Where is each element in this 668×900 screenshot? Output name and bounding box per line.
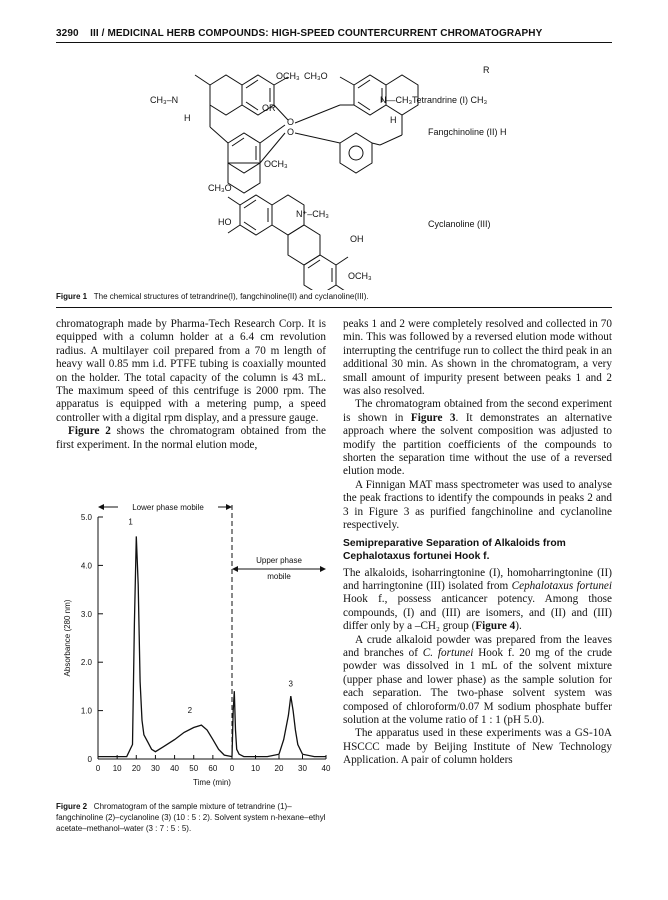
x-tick-label: 0	[95, 764, 101, 773]
label-ch3-n-left: CH₃–N	[150, 95, 179, 105]
trace-lower-phase	[98, 536, 232, 756]
right-para-4	[343, 567, 612, 634]
fig2-ref: Figure 2	[68, 425, 111, 438]
peak-label-2: 2	[187, 706, 193, 716]
right-para-5c: Hook f. 20 mg of the crude powder was dissolved in 1 mL of the solvent mixture (upper phase and lower phase) as the sample solution for each separation. The two-phase solvent system was composed of chloroform/0.07 M sodium phosphate buffer solution at the volume ratio of 1 : 1 (pH 5.0).	[343, 646, 613, 726]
right-column	[343, 318, 612, 768]
label-o-top: O	[287, 117, 295, 127]
label-fangchinoline: Fangchinoline (II) H	[428, 127, 507, 137]
y-axis-label: Absorbance (280 nm)	[63, 599, 72, 677]
label-ho: HO	[218, 217, 232, 227]
lower-phase-arrowhead-right	[226, 504, 232, 510]
label-och3-a: OCH₃	[276, 71, 300, 81]
lower-phase-label: Lower phase mobile	[132, 503, 204, 512]
ring-lower-right	[340, 133, 372, 173]
species-name: Cephalotaxus fortunei	[511, 579, 612, 592]
chemical-structures	[140, 55, 560, 290]
ring-lower-left	[228, 133, 260, 173]
label-ch3o-c: CH₃O	[208, 183, 232, 193]
label-och3-c: OCH₃	[348, 271, 372, 281]
label-h-left: H	[184, 113, 191, 123]
section-heading: Semipreparative Separation of Alkaloids from Cephalotaxus fortunei Hook f.	[343, 537, 566, 562]
y-tick-label: 1.0	[80, 706, 92, 716]
right-para-6: The apparatus used in these experiments was a GS-10A HSCCC made by Beijing Institute of New Technology Application. A pair of column holders	[343, 727, 612, 767]
y-tick-label: 2.0	[80, 658, 92, 668]
ring-left-piperidine	[210, 75, 242, 115]
y-tick-label: 5.0	[80, 513, 92, 522]
left-para-2	[56, 425, 326, 452]
fig3-ref: Figure 3	[410, 411, 456, 424]
fig4-ref: Figure 4	[475, 620, 516, 633]
right-para-2c: . It demonstrates an alternative approach where the solvent composition was adjusted to modify the partition coefficients of the compounds to shorten the separation time without the use of a reversed elution mode.	[343, 411, 612, 478]
x-tick-label: 0	[229, 764, 235, 773]
right-para-4a: The alkaloids, isoharringtonine (I), homoharringtonine (II) and harringtonine (III) isolated from	[343, 566, 612, 592]
label-n-ch3-right: N—CH₃	[380, 95, 413, 105]
x-tick-label: 40	[321, 764, 331, 773]
figure1-caption	[56, 292, 612, 301]
figure2-chromatogram	[56, 497, 331, 795]
upper-phase-label-2: mobile	[267, 572, 291, 581]
running-header	[56, 28, 612, 39]
label-oh: OH	[350, 234, 364, 244]
left-para-2-text: shows the chromatogram obtained from the first experiment. In the normal elution mode,	[56, 425, 326, 451]
page-number: 3290	[56, 28, 79, 39]
species-abbrev: C. fortunei	[422, 646, 474, 659]
x-tick-label: 10	[251, 764, 260, 773]
label-ch3o-a: CH₃O	[304, 71, 328, 81]
y-tick-label: 0	[87, 755, 92, 764]
ring-lower-left-base	[228, 163, 260, 193]
upper-phase-arrowhead-right	[320, 566, 326, 572]
label-cyclanoline: Cyclanoline (III)	[428, 219, 491, 229]
figure2-label: Figure 2	[56, 802, 88, 811]
figure2-caption	[56, 801, 328, 834]
figure1-rule	[56, 307, 612, 308]
ring-cyclanoline-a	[240, 195, 272, 235]
y-tick-label: 3.0	[80, 609, 92, 619]
peak-label-3: 3	[288, 679, 293, 689]
x-tick-label: 30	[150, 764, 160, 773]
right-para-4c: Hook f., possess anticancer potency. Among those compounds, (I) and (III) are isomers, and (II) and (III) differ only by a –CH₂ group (	[343, 593, 612, 633]
label-or: OR	[262, 103, 276, 113]
trace-upper-phase	[232, 691, 326, 756]
label-o-bottom: O	[287, 127, 295, 137]
left-column	[56, 318, 326, 452]
running-title: III / MEDICINAL HERB COMPOUNDS: HIGH-SPEED COUNTERCURRENT CHROMATOGRAPHY	[90, 28, 543, 39]
lower-phase-arrowhead-left	[98, 504, 104, 510]
figure2-caption-text: Chromatogram of the sample mixture of tetrandrine (1)–fangchinoline (2)–cyclanoline (3) (10 : 5 : 2). Solvent system n-hexane–ethyl acetate–methanol–water (3 : 7 : 5 : 5).	[56, 802, 326, 833]
figure1-label: Figure 1	[56, 292, 88, 301]
peak-label-1: 1	[128, 517, 133, 527]
right-para-5	[343, 634, 612, 728]
label-och3-b: OCH₃	[264, 159, 288, 169]
right-para-2a: The chromatogram obtained from the second experiment is shown in	[343, 398, 612, 424]
x-tick-label: 10	[112, 764, 122, 773]
x-axis-label: Time (min)	[193, 778, 231, 787]
x-tick-label: 40	[170, 764, 180, 773]
label-tetrandrine: Tetrandrine (I) CH₃	[412, 95, 488, 105]
header-rule	[56, 42, 612, 43]
x-tick-label: 20	[274, 764, 284, 773]
right-para-2	[343, 398, 612, 478]
figure1-caption-text: The chemical structures of tetrandrine(I), fangchinoline(II) and cyclanoline(III).	[93, 292, 369, 301]
left-para-1: chromatograph made by Pharma-Tech Research Corp. It is equipped with a column holder at a 6.4 cm revolution radius. A multilayer coil prepared from a 70 m length of heavy wall 0.85 mm i.d. PTFE tubing is coaxially mounted on the holder. The total capacity of the column is 43 mL. The maximum speed of this centrifuge is 2000 rpm. The apparatus is equipped with a metering pump, a speed controller with a digital rpm display, and a pressure gauge.	[56, 318, 326, 424]
right-para-5a: A crude alkaloid powder was prepared from the leaves and branches of	[343, 633, 612, 659]
x-tick-label: 30	[298, 764, 307, 773]
upper-phase-arrowhead-left	[232, 566, 238, 572]
y-tick-label: 4.0	[80, 561, 92, 571]
ring-cyclanoline-c	[288, 225, 320, 265]
right-para-3: A Finnigan MAT mass spectrometer was used to analyse the peak fractions to identify the compounds in peaks 2 and 3 in Figure 3 as purified fangchinoline and cyclanoline respectively.	[343, 478, 612, 532]
right-para-1: peaks 1 and 2 were completely resolved and collected in 70 min. This was followed by a reversed elution mode without interrupting the centrifuge run to collect the third peak in an additional 30 min. As shown in the chromatogram, a very small amount of impurity present between peaks 1 and 2 was also resolved.	[343, 318, 612, 398]
label-n-plus-ch3: N⁺–CH₃	[296, 209, 329, 219]
upper-phase-label-1: Upper phase	[256, 556, 302, 565]
r-heading: R	[483, 65, 490, 75]
right-para-4e: ).	[515, 620, 522, 633]
label-h-right: H	[390, 115, 397, 125]
x-tick-label: 60	[208, 764, 218, 773]
x-tick-label: 20	[131, 764, 141, 773]
x-tick-label: 50	[189, 764, 199, 773]
